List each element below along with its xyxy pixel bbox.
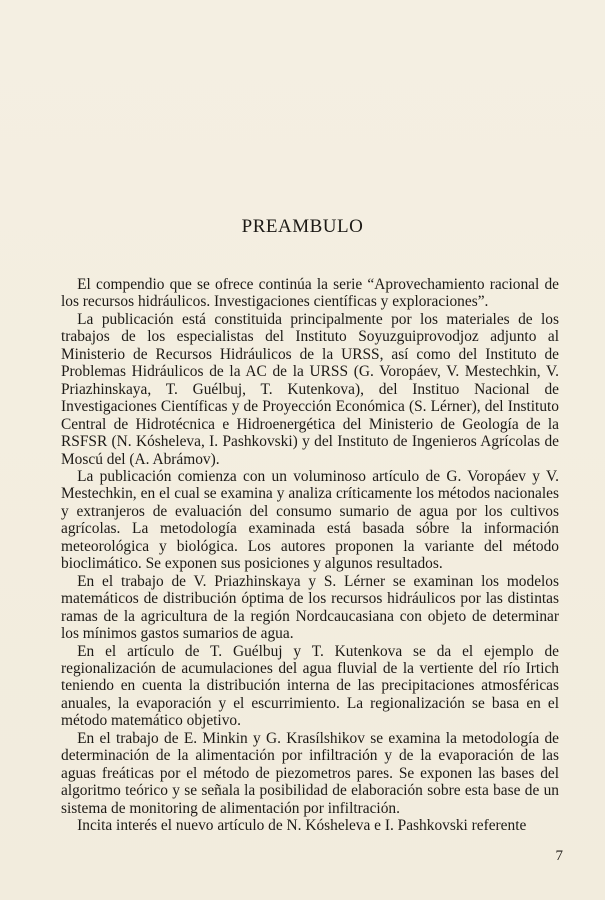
paragraph-1: El compendio que se ofrece continúa la serie “Aprovechamiento racional de los recursos hidráulicos. Investigaciones científicas y exploraciones”. bbox=[61, 276, 559, 311]
paragraph-3: La publicación comienza con un voluminoso artículo de G. Voropáev y V. Mestechkin, en el cual se examina y analiza críticamente los métodos nacionales y extranjeros de evaluación del consumo sumario de agua por los cultivos agrícolas. La metodología examinada está basada sóbre la información meteorológica y biológica. Los autores proponen la variante del método bioclimático. Se exponen sus posiciones y algunos resultados. bbox=[61, 467, 559, 573]
body-text bbox=[61, 276, 559, 835]
page-title: PREAMBULO bbox=[241, 216, 364, 237]
paragraph-7: Incita interés el nuevo artículo de N. Kósheleva e I. Pashkovski referente bbox=[77, 817, 527, 835]
paragraph-6: En el trabajo de E. Minkin y G. Krasílshikov se examina la metodología de determinación de la alimentación por infiltración y de la evaporación de las aguas freáticas por el método de piezometros pares. Se exponen las bases del algoritmo teórico y se señala la posibilidad de elaboración sobre esta base de un sistema de monitoring de alimentación por infiltración. bbox=[61, 729, 559, 817]
paragraph-4: En el trabajo de V. Priazhinskaya y S. Lérner se examinan los modelos matemáticos de distribución óptima de los recursos hidráulicos por las distintas ramas de la agricultura de la región Nordcaucasiana con objeto de determinar los mínimos gastos sumarios de agua. bbox=[61, 572, 559, 643]
paragraph-2: La publicación está constituida principalmente por los materiales de los trabajos de los especialistas del Instituto Soyuzguiprovodjoz adjunto al Ministerio de Recursos Hidráulicos de la URSS, así como del Instituto de Problemas Hidráulicos de la AC de la URSS (G. Voropáev, V. Mestechkin, V. Priazhinskaya, T. Guélbuj, T. Kutenkova), del Instituo Nacional de Investigaciones Científicas y de Proyección Económica (S. Lérner), del Instituto Central de Hidrotécnica e Hidroenergética del Ministerio de Geología de la RSFSR (N. Kósheleva, I. Pashkovski) y del Instituto de Ingenieros Agrícolas de Moscú del (A. Abrámov). bbox=[61, 310, 559, 468]
page-number: 7 bbox=[555, 848, 563, 864]
paragraph-5: En el artículo de T. Guélbuj y T. Kutenkova se da el ejemplo de regionalización de acumulaciones del agua fluvial de la vertiente del río Irtich teniendo en cuenta la distribución interna de las precipitaciones atmosféricas anuales, la evaporación y el escurrimiento. La regionalización se basa en el método matemático objetivo. bbox=[61, 642, 559, 730]
